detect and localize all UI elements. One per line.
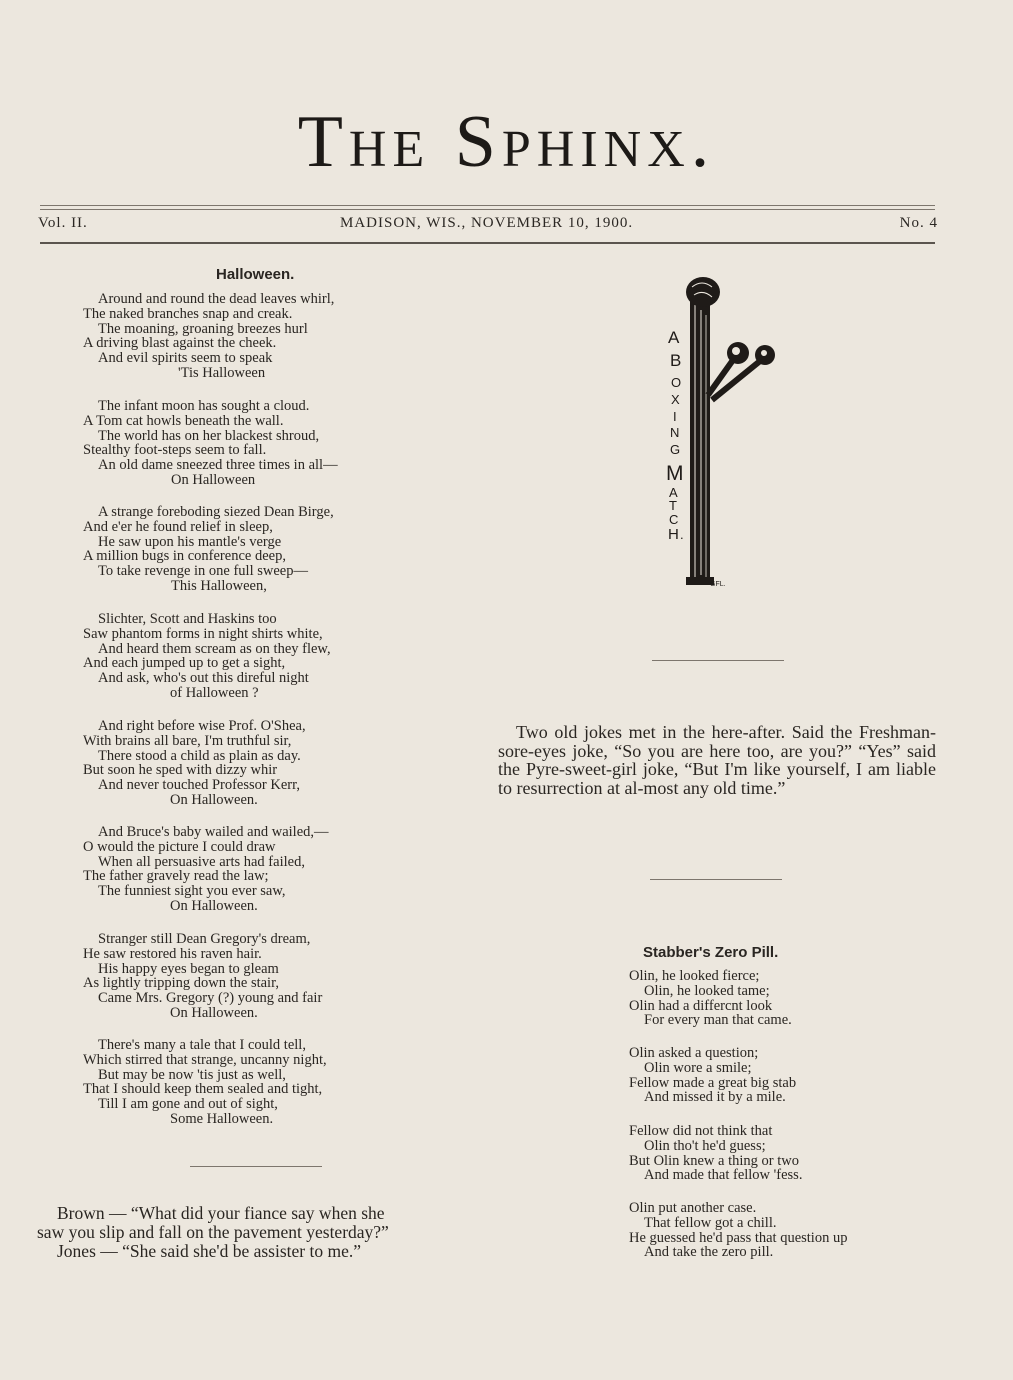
poem-line: 'Tis Halloween [178,364,266,381]
poem-line: Which stirred that strange, uncanny night, [83,1051,327,1068]
boxing-match-illustration [640,265,790,595]
poem-line: Olin, he looked tame; [644,982,770,999]
joke-line: Jones — “She said she'd be assister to me.” [57,1241,361,1261]
poem-line: A Tom cat howls beneath the wall. [83,412,284,429]
poem-line: Slichter, Scott and Haskins too [98,611,277,627]
poem-line: This Halloween, [171,577,267,594]
vertical-letter: X [671,392,680,407]
poem-line: He guessed he'd pass that question up [629,1229,848,1246]
vertical-letter: A [669,485,678,500]
poem-line: Around and round the dead leaves whirl, [98,291,335,307]
section-divider [650,879,782,880]
poem-line: And take the zero pill. [644,1244,774,1261]
poem-title-halloween: Halloween. [216,266,295,283]
dateline-rule [40,242,935,244]
artist-signature: GFL. [710,581,726,588]
stabber-stanza [629,1046,796,1105]
poem-line: And Bruce's baby wailed and wailed,— [98,824,329,840]
poem-line: There's many a tale that I could tell, [98,1037,306,1053]
poem-line: The father gravely read the law; [83,868,269,885]
poem-line: On Halloween. [170,1004,258,1021]
poem-line: Fellow did not think that [629,1123,773,1139]
poem-line: The funniest sight you ever saw, [98,883,286,900]
poem-line: A strange foreboding siezed Dean Birge, [98,504,334,520]
poem-line: Stranger still Dean Gregory's dream, [98,931,311,947]
poem-line: And evil spirits seem to speak [98,350,273,367]
poem-line: And never touched Professor Kerr, [98,777,300,794]
poem-line: Till I am gone and out of sight, [98,1096,278,1113]
poem-line: The moaning, groaning breezes hurl [98,320,308,337]
poem-line: Olin wore a smile; [644,1059,752,1076]
poem-line: That fellow got a chill. [644,1214,777,1231]
halloween-stanza [83,292,334,381]
masthead-rule-mid [40,209,935,210]
poem-line: Fellow made a great big stab [629,1074,797,1091]
stabber-stanza [629,1124,802,1183]
poem-line: And missed it by a mile. [644,1089,786,1106]
poem-line: Olin, he looked fierce; [629,968,760,984]
halloween-stanza [83,719,306,808]
vertical-letter: A [668,328,680,347]
poem-line: He saw restored his raven hair. [83,945,262,962]
halloween-stanza [83,1038,327,1127]
issue-date: MADISON, WIS., NOVEMBER 10, 1900. [340,215,634,231]
poem-line: The infant moon has sought a cloud. [98,398,310,414]
vertical-letter: I [673,409,677,424]
joke-line: Brown — “What did your fiance say when she [57,1203,385,1223]
masthead-title: The Sphinx. [297,101,716,183]
poem-line: When all persuasive arts had failed, [98,853,305,870]
poem-line: The world has on her blackest shroud, [98,427,320,444]
poem-line: O would the picture I could draw [83,838,276,855]
poem-line: A driving blast against the cheek. [83,335,277,352]
poem-title-stabber: Stabber's Zero Pill. [643,944,779,961]
poem-line: And ask, who's out this direful night [98,670,309,687]
poem-line: Saw phantom forms in night shirts white, [83,625,323,642]
stabber-stanza [629,969,792,1028]
poem-line: But Olin knew a thing or two [629,1152,799,1169]
poem-line: His happy eyes began to gleam [98,960,279,977]
poem-line: To take revenge in one full sweep— [98,563,308,580]
poem-line: Some Halloween. [170,1110,274,1127]
poem-line: And e'er he found relief in sleep, [83,518,273,535]
section-divider [652,660,784,661]
halloween-stanza [83,932,322,1021]
section-divider [190,1166,322,1167]
poem-line: Olin tho't he'd guess; [644,1137,766,1154]
vertical-letter: . [680,527,684,542]
poem-line: And made that fellow 'fess. [644,1167,803,1184]
halloween-stanza [83,825,329,914]
poem-line: And heard them scream as on they flew, [98,640,331,657]
vertical-letter: H [668,526,679,543]
poem-line: For every man that came. [644,1012,792,1029]
halloween-stanza [83,612,331,701]
poem-line: Olin asked a question; [629,1045,759,1061]
vertical-letter: C [669,512,679,527]
vertical-letter: M [666,462,684,485]
poem-line: An old dame sneezed three times in all— [98,457,338,474]
poem-line: And each jumped up to get a sight, [83,655,286,672]
brown-jones-joke [37,1204,389,1261]
poem-line: The naked branches snap and creak. [83,305,293,322]
volume-label: Vol. II. [38,215,88,231]
poem-line: But soon he sped with dizzy whir [83,762,278,779]
stabber-stanza [629,1201,847,1260]
two-old-jokes: Two old jokes met in the here-after. Said the Freshman-sore-eyes joke, “So you are here too, are you?” “Yes” said the Pyre-sweet-girl joke, “But I'm like yourself, I am liable to resurrection at al-most any old time.” [498,722,936,798]
issue-number: No. 4 [899,215,938,231]
poem-line: As lightly tripping down the stair, [83,975,279,992]
vertical-letter: G [670,442,681,457]
poem-line: Olin put another case. [629,1200,757,1216]
poem-line: On Halloween [171,471,256,488]
poem-line: of Halloween ? [170,684,259,701]
halloween-stanza [83,399,338,488]
poem-line: But may be now 'tis just as well, [98,1066,286,1083]
vertical-letter: T [669,498,677,513]
poem-line: On Halloween. [170,791,258,808]
vertical-letter: B [670,351,682,370]
joke-line: saw you slip and fall on the pavement yesterday?” [37,1222,389,1242]
poem-line: Olin had a differcnt look [629,997,773,1014]
poem-line: He saw upon his mantle's verge [98,533,282,550]
poem-line: Stealthy foot-steps seem to fall. [83,442,267,459]
vertical-letter: O [671,375,682,390]
vertical-letter: N [670,425,680,440]
poem-line: On Halloween. [170,897,258,914]
poem-line: With brains all bare, I'm truthful sir, [83,732,292,749]
poem-line: And right before wise Prof. O'Shea, [98,718,306,734]
masthead-rule-top [40,205,935,206]
poem-line: Came Mrs. Gregory (?) young and fair [98,990,323,1007]
poem-line: That I should keep them sealed and tight, [83,1081,323,1098]
halloween-stanza [83,505,334,594]
poem-line: A million bugs in conference deep, [83,548,286,565]
poem-line: There stood a child as plain as day. [98,747,301,764]
